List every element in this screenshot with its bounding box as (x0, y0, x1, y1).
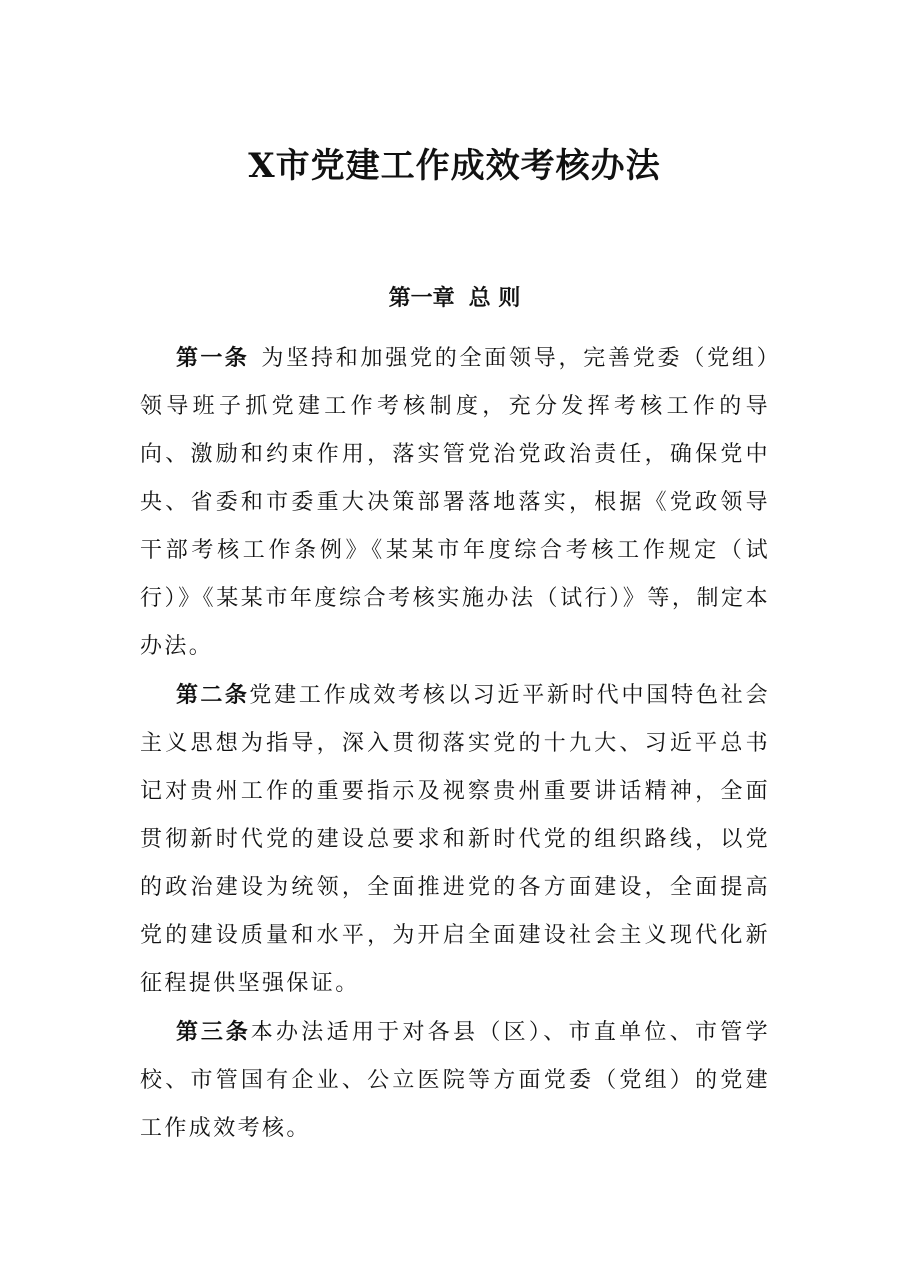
document-body (140, 334, 770, 1153)
article-label: 第一条 (176, 345, 250, 371)
article-2 (140, 671, 770, 1008)
article-label: 第二条 (176, 682, 250, 708)
article-3 (140, 1008, 770, 1153)
chapter-number: 第一章 (388, 285, 455, 311)
chapter-heading (0, 280, 909, 316)
chapter-name: 总 则 (468, 285, 521, 311)
article-text: 为坚持和加强党的全面领导，完善党委（党组）领导班子抓党建工作考核制度，充分发挥考核工作的导向、激励和约束作用，落实管党治党政治责任，确保党中央、省委和市委重大决策部署落地落实，根据《党政领导干部考核工作条例》《某某市年度综合考核工作规定（试行）》《某某市年度综合考核实施办法（试行）》等，制定本办法。 (140, 346, 770, 659)
article-label: 第三条 (176, 1019, 251, 1045)
article-1 (140, 334, 770, 671)
article-text: 党建工作成效考核以习近平新时代中国特色社会主义思想为指导，深入贯彻落实党的十九大、习近平总书记对贵州工作的重要指示及视察贵州重要讲话精神，全面贯彻新时代党的建设总要求和新时代党的组织路线，以党的政治建设为统领，全面推进党的各方面建设，全面提高党的建设质量和水平，为开启全面建设社会主义现代化新征程提供坚强保证。 (140, 683, 770, 996)
article-text: 本办法适用于对各县（区）、市直单位、市管学校、市管国有企业、公立医院等方面党委（党组）的党建工作成效考核。 (140, 1020, 770, 1141)
document-title: X市党建工作成效考核办法 (248, 146, 661, 186)
